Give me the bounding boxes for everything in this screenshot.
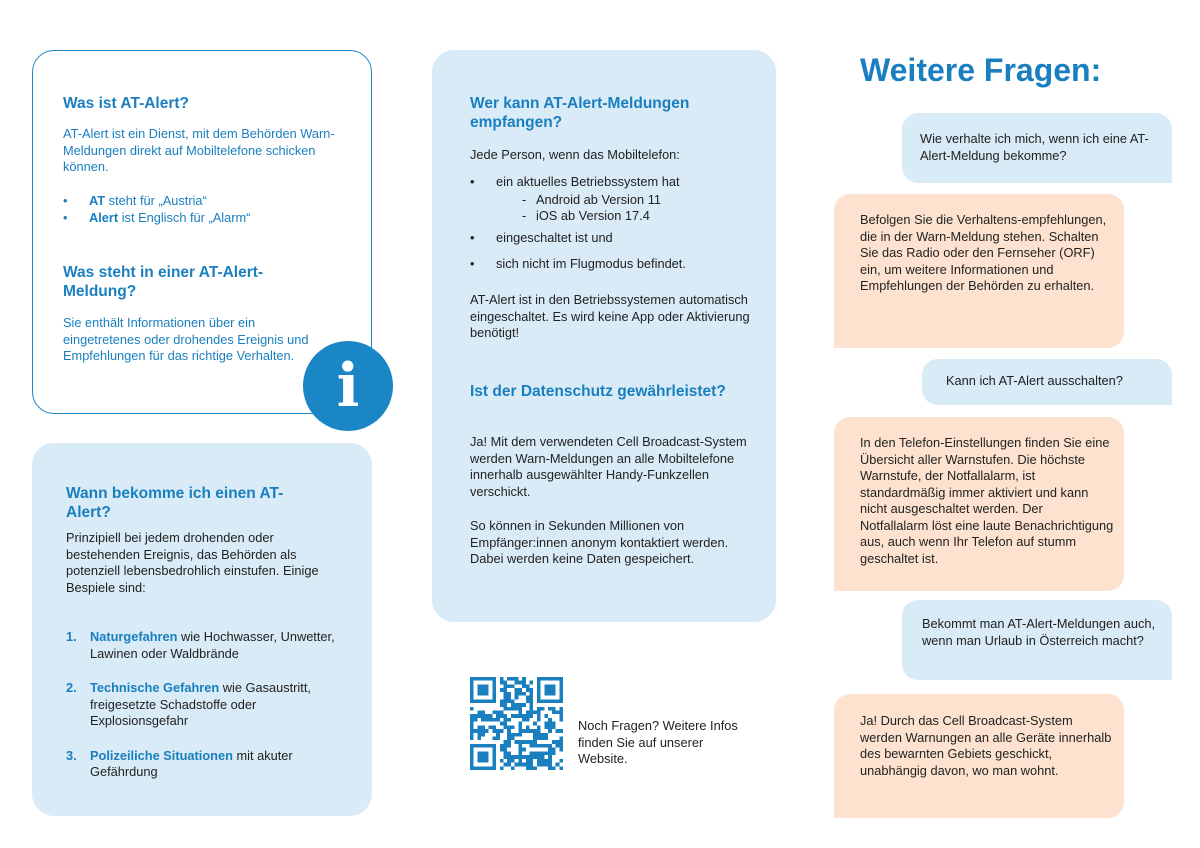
- bullet: •: [470, 174, 475, 189]
- text-who-intro: Jede Person, wenn das Mobiltelefon:: [470, 147, 680, 162]
- bullet: •: [470, 229, 475, 245]
- list-number: 3.: [66, 747, 77, 763]
- text-message-contents: Sie enthält Informationen über ein eingetretenes oder drohendes Ereignis und Empfehlungen für das richtige Verhalten.: [63, 315, 309, 363]
- definition: steht für „Austria“: [105, 193, 207, 208]
- question-bubble: Kann ich AT-Alert ausschalten?: [922, 359, 1172, 405]
- panel-what-is-at-alert: [32, 50, 372, 421]
- bullet: •: [63, 209, 68, 225]
- list-item: [470, 174, 760, 225]
- list-number: 1.: [66, 629, 77, 644]
- bullet: •: [470, 256, 475, 271]
- os-version: iOS ab Version 17.4: [536, 208, 650, 223]
- panel-who-receives: [432, 50, 776, 622]
- term: AT: [89, 193, 106, 208]
- sublist-item: [522, 192, 760, 209]
- qr-caption: Noch Fragen? Weitere Infos finden Sie auf unserer Website.: [578, 718, 738, 766]
- text-privacy-2: So können in Sekunden Millionen von Empfänger:innen anonym kontaktiert werden. Dabei werden keine Daten gespeichert.: [470, 518, 729, 566]
- faq-title: Weitere Fragen:: [860, 52, 1102, 88]
- list-item: [63, 210, 348, 227]
- question-bubble: Bekommt man AT-Alert-Meldungen auch, wenn man Urlaub in Österreich macht?: [902, 600, 1172, 680]
- list-item: [66, 629, 356, 662]
- dash: -: [522, 191, 527, 207]
- term: Alert: [89, 209, 119, 225]
- list-examples: [66, 629, 356, 799]
- term: Technische Gefahren: [90, 680, 220, 695]
- heading-when: Wann bekomme ich einen AT-Alert?: [66, 485, 284, 521]
- text-privacy-1: Ja! Mit dem verwendeten Cell Broadcast-System werden Warn-Meldungen an alle Mobiltelefone innerhalb ausgewählter Handy-Funkzellen verschickt.: [470, 434, 747, 499]
- answer-bubble: In den Telefon-Einstellungen finden Sie eine Übersicht aller Warnstufen. Die höchste Warnstufe, der Notfallalarm, ist standardmäßig immer aktiviert und kann nicht ausgeschaltet werden. Der Notfallalarm löst eine laute Benachrichtigung aus, auch wenn Ihr Telefon auf stumm geschaltet ist.: [834, 417, 1124, 591]
- term: Polizeiliche Situationen: [90, 747, 233, 763]
- heading-message-contents: Was steht in einer AT-Alert-Meldung?: [63, 264, 264, 300]
- os-version: Android ab Version 11: [536, 191, 661, 207]
- description: wie Gasaustritt, freigesetzte Schadstoffe oder Explosionsgefahr: [90, 680, 311, 728]
- term: Naturgefahren: [90, 629, 178, 644]
- text-when: Prinzipiell bei jedem drohenden oder bestehenden Ereignis, das Behörden als potenziell lebensbedrohlich einstufen. Einige Bespiele sind:: [66, 530, 319, 595]
- heading-privacy: Ist der Datenschutz gewährleistet?: [470, 383, 726, 400]
- description: mit akuter Gefährdung: [90, 747, 293, 779]
- list-item: [66, 680, 356, 730]
- list-item: [63, 193, 348, 210]
- list-number: 2.: [66, 680, 77, 695]
- list-item: [470, 230, 760, 247]
- list-requirements: [470, 174, 760, 273]
- heading-what-is: Was ist AT-Alert?: [63, 95, 190, 112]
- list-item: [470, 256, 760, 273]
- requirement-text: eingeschaltet ist und: [496, 229, 613, 245]
- sublist-item: [522, 208, 760, 225]
- answer-bubble: Ja! Durch das Cell Broadcast-System werden Warnungen an alle Geräte innerhalb des bewarnten Gebiets geschickt, unabhängig davon, wo man wohnt.: [834, 694, 1124, 818]
- sublist-os-versions: [522, 192, 760, 225]
- description: wie Hochwasser, Unwetter, Lawinen oder Waldbrände: [90, 629, 335, 661]
- panel-when-alert: [32, 443, 372, 816]
- list-at-meaning: [63, 193, 348, 226]
- text-auto-enabled: AT-Alert ist in den Betriebssystemen automatisch eingeschaltet. Es wird keine App oder Aktivierung benötigt!: [470, 292, 750, 340]
- dash: -: [522, 208, 527, 223]
- list-item: [66, 748, 356, 781]
- question-bubble: Wie verhalte ich mich, wenn ich eine AT-Alert-Meldung bekomme?: [902, 113, 1172, 183]
- answer-bubble: Befolgen Sie die Verhaltens-empfehlungen, die in der Warn-Meldung stehen. Schalten Sie das Radio oder den Fernseher (ORF) ein, um weitere Informationen und Empfehlungen der Behörden zu erhalten.: [834, 194, 1124, 348]
- requirement-text: sich nicht im Flugmodus befindet.: [496, 256, 686, 271]
- info-icon: i: [303, 341, 393, 431]
- definition: ist Englisch für „Alarm“: [118, 209, 251, 225]
- requirement-text: ein aktuelles Betriebssystem hat: [496, 174, 680, 189]
- text-what-is: AT-Alert ist ein Dienst, mit dem Behörden Warn-Meldungen direkt auf Mobiltelefone schicken können.: [63, 126, 335, 174]
- bullet: •: [63, 193, 68, 208]
- heading-who: Wer kann AT-Alert-Meldungen empfangen?: [470, 95, 690, 131]
- qr-code-icon[interactable]: [470, 677, 563, 770]
